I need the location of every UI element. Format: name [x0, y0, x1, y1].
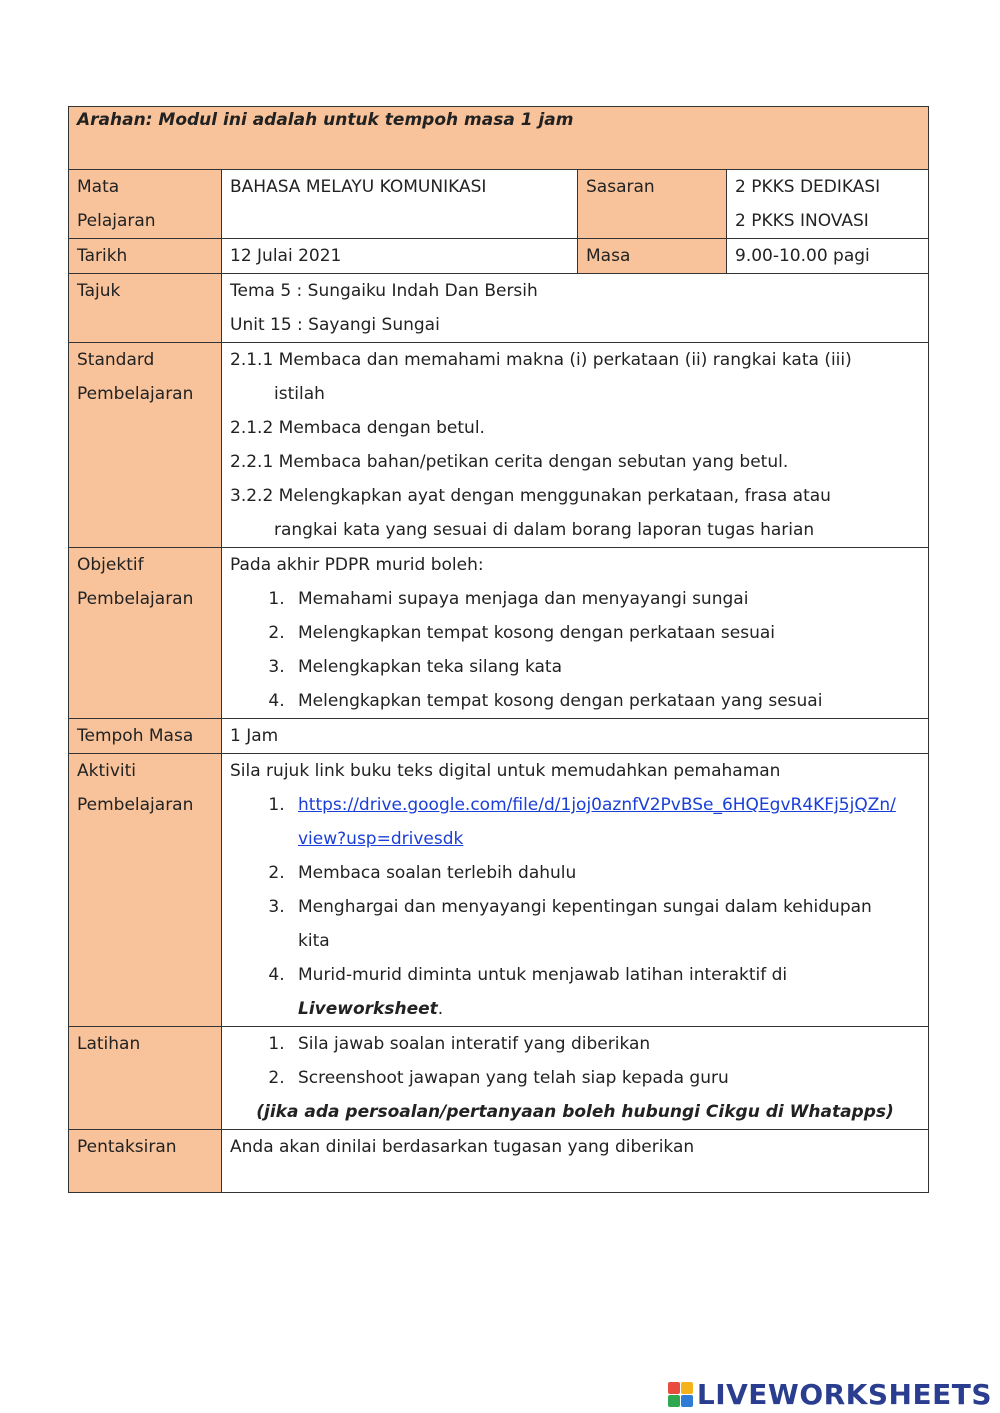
subject-label-cell [69, 170, 222, 239]
objective-row [69, 548, 929, 719]
objective-label-cell [69, 548, 222, 719]
activity-label-cell [69, 754, 222, 1027]
activity-content [222, 754, 929, 1027]
standard-number: 3.2.2 [230, 486, 274, 506]
liveworksheets-logo-icon [668, 1382, 693, 1407]
time-label-cell [578, 239, 727, 274]
standard-label-cell [69, 343, 222, 548]
target-label-cell [578, 170, 727, 239]
liveworksheets-logo [668, 1378, 992, 1410]
target-label: Sasaran [586, 177, 655, 197]
activity-item-4-tail: . [437, 999, 444, 1019]
exercise-label: Latihan [77, 1034, 141, 1054]
theme-line: Tema 5 : Sungaiku Indah Dan Bersih [230, 281, 538, 301]
subject-value-cell [222, 170, 578, 239]
assessment-value-cell [222, 1130, 929, 1193]
list-item: 1. Sila jawab soalan interatif yang diberikan [290, 1027, 920, 1061]
list-item [290, 788, 920, 856]
duration-value-cell [222, 719, 929, 754]
activity-label-2: Pembelajaran [77, 795, 194, 815]
standard-number: 2.1.1 [230, 350, 274, 370]
standard-text: Membaca bahan/petikan cerita dengan sebutan yang betul. [278, 452, 789, 472]
assessment-row [69, 1130, 929, 1193]
activity-item-3-line-1: 3. Menghargai dan menyayangi kepentingan sungai dalam kehidupan [298, 897, 872, 917]
activity-item-4-line-1: 4. Murid-murid diminta untuk menjawab latihan interaktif di [298, 965, 788, 985]
time-value: 9.00-10.00 pagi [735, 246, 870, 266]
date-label-cell [69, 239, 222, 274]
duration-label-cell [69, 719, 222, 754]
lesson-plan-table [68, 106, 929, 1193]
standard-item [230, 479, 920, 513]
target-value-2: 2 PKKS INOVASI [735, 211, 869, 231]
assessment-label: Pentaksiran [77, 1137, 177, 1157]
activity-label-1: Aktiviti [77, 761, 137, 781]
activity-list [230, 788, 920, 1026]
standard-text: Melengkapkan ayat dengan menggunakan perkataan, frasa atau [278, 486, 831, 506]
list-item: 2. Membaca soalan terlebih dahulu [290, 856, 920, 890]
subject-label-1: Mata [77, 177, 120, 197]
standard-label-2: Pembelajaran [77, 384, 194, 404]
liveworksheets-wordmark: LIVEWORKSHEETS [696, 1377, 992, 1411]
title-value-cell [222, 274, 929, 343]
textbook-link-line-2[interactable]: view?usp=drivesdk [298, 829, 464, 849]
title-label-cell [69, 274, 222, 343]
time-label: Masa [586, 246, 631, 266]
time-value-cell [727, 239, 929, 274]
duration-label: Tempoh Masa [77, 726, 194, 746]
list-item: 1. Memahami supaya menjaga dan menyayangi sungai [290, 582, 920, 616]
date-label: Tarikh [77, 246, 128, 266]
exercise-list [230, 1027, 920, 1095]
standard-item [230, 411, 920, 445]
list-item: 4. Melengkapkan tempat kosong dengan perkataan yang sesuai [290, 684, 920, 718]
exercise-row [69, 1027, 929, 1130]
exercise-content [222, 1027, 929, 1130]
standard-text: Membaca dan memahami makna (i) perkataan (ii) rangkai kata (iii) [278, 350, 852, 370]
activity-row [69, 754, 929, 1027]
textbook-link[interactable] [298, 788, 920, 856]
list-item: 2. Melengkapkan tempat kosong dengan perkataan sesuai [290, 616, 920, 650]
standard-text: Membaca dengan betul. [278, 418, 485, 438]
list-item [290, 890, 920, 958]
assessment-label-cell [69, 1130, 222, 1193]
activity-item-4-line-2 [298, 992, 920, 1026]
date-row [69, 239, 929, 274]
duration-value: 1 Jam [230, 726, 279, 746]
activity-intro: Sila rujuk link buku teks digital untuk memudahkan pemahaman [230, 761, 781, 781]
header-row [69, 107, 929, 170]
list-item: 2. Screenshoot jawapan yang telah siap kepada guru [290, 1061, 920, 1095]
duration-row [69, 719, 929, 754]
date-value: 12 Julai 2021 [230, 246, 342, 266]
title-label: Tajuk [77, 281, 121, 301]
subject-label-2: Pelajaran [77, 211, 156, 231]
liveworksheet-emphasis: Liveworksheet [298, 999, 438, 1019]
objective-label-1: Objektif [77, 555, 144, 575]
objective-intro: Pada akhir PDPR murid boleh: [230, 555, 484, 575]
target-value-1: 2 PKKS DEDIKASI [735, 177, 881, 197]
standard-list [222, 343, 929, 548]
instruction-heading [69, 107, 929, 170]
objective-content [222, 548, 929, 719]
subject-row [69, 170, 929, 239]
standard-text-continued: istilah [274, 384, 325, 404]
standard-row [69, 343, 929, 548]
standard-item [230, 343, 920, 377]
objective-list [230, 582, 920, 718]
standard-number: 2.2.1 [230, 452, 274, 472]
unit-line: Unit 15 : Sayangi Sungai [230, 315, 440, 335]
instruction-text: Arahan: Modul ini adalah untuk tempoh masa 1 jam [77, 110, 574, 130]
list-item [290, 958, 920, 1026]
standard-number: 2.1.2 [230, 418, 274, 438]
activity-item-3-line-2: kita [298, 931, 330, 951]
title-row [69, 274, 929, 343]
standard-label-1: Standard [77, 350, 155, 370]
list-item: 3. Melengkapkan teka silang kata [290, 650, 920, 684]
textbook-link-line-1[interactable]: 1. https://drive.google.com/file/d/1joj0aznfV2PvBSe_6HQEgvR4KFj5jQZn/ [298, 795, 896, 815]
standard-item [230, 445, 920, 479]
assessment-value: Anda akan dinilai berdasarkan tugasan yang diberikan [230, 1137, 695, 1157]
subject-value: BAHASA MELAYU KOMUNIKASI [230, 177, 487, 197]
date-value-cell [222, 239, 578, 274]
contact-note: (jika ada persoalan/pertanyaan boleh hubungi Cikgu di Whatapps) [256, 1102, 894, 1122]
objective-label-2: Pembelajaran [77, 589, 194, 609]
target-value-cell [727, 170, 929, 239]
exercise-label-cell [69, 1027, 222, 1130]
standard-text-continued: rangkai kata yang sesuai di dalam borang laporan tugas harian [274, 520, 815, 540]
